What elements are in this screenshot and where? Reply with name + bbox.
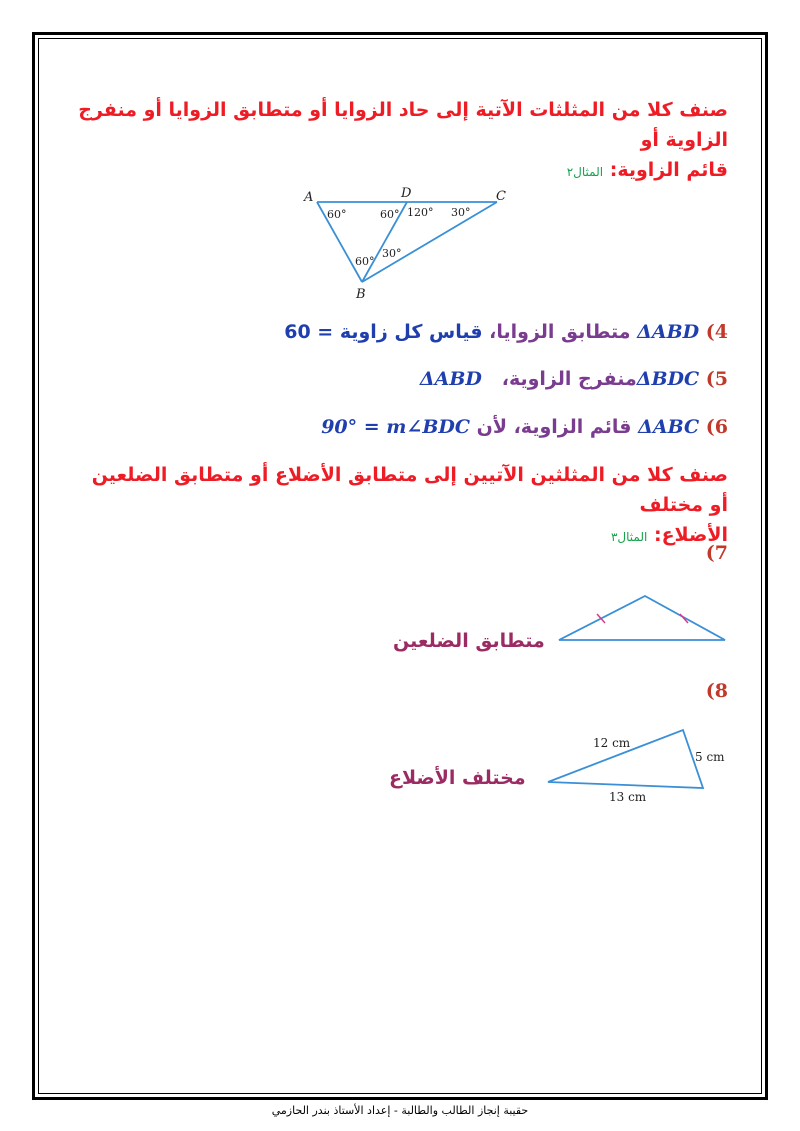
section1-example-ref: المثال٢ [566, 165, 604, 179]
angle-label: 30° [382, 247, 402, 260]
item-8 [706, 680, 728, 702]
vertex-label-c: C [496, 189, 506, 204]
section2-heading [72, 460, 728, 552]
angle-equation: 90° = m∠BDC [321, 416, 470, 438]
vertex-label-d: D [401, 186, 412, 201]
vertex-label-a: A [304, 190, 314, 205]
section1-heading [72, 95, 728, 187]
angle-label: 60° [355, 255, 375, 268]
section2-heading-text: صنف كلا من المثلثين الآتيين إلى متطابق الأضلاع أو متطابق الضلعين أو مختلف [91, 464, 728, 516]
triangle-name: ΔABC [638, 416, 700, 438]
triangle-figure-abc [295, 183, 525, 303]
triangle-name: ΔABD [637, 321, 700, 343]
item-8-answer: مختلف الأضلاع [389, 767, 526, 789]
triangle-name-2: ΔABD [419, 368, 482, 390]
side-label-5cm: 5 cm [695, 750, 725, 764]
angle-measure-text: قياس كل زاوية = 60 [284, 321, 483, 343]
section2-example-ref: المثال٣ [610, 530, 648, 544]
item-7 [706, 542, 728, 564]
section2-heading-line2: الأضلاع: [653, 524, 728, 546]
vertex-label-b: B [356, 287, 366, 302]
item-number: 5) [705, 368, 728, 390]
section1-heading-line2: قائم الزاوية: [609, 159, 728, 181]
item-7-answer: متطابق الضلعين [393, 630, 545, 652]
angle-label: 120° [407, 206, 434, 219]
page-footer: حقيبة إنجاز الطالب والطالبة - إعداد الأستاذ بندر الحازمي [271, 1104, 529, 1117]
item-4 [284, 321, 728, 343]
classification-text: قائم الزاوية، لأن [476, 416, 632, 438]
side-label-12cm: 12 cm [593, 736, 631, 750]
item-6 [321, 416, 728, 438]
triangle-name: ΔBDC [636, 368, 700, 390]
angle-label: 60° [327, 208, 347, 221]
angle-label: 60° [380, 208, 400, 221]
item-number: (8 [705, 680, 728, 702]
item-5 [420, 368, 728, 390]
side-label-13cm: 13 cm [609, 790, 647, 804]
item-number: 6) [705, 416, 728, 438]
item-number: 4) [705, 321, 728, 343]
section1-heading-text: صنف كلا من المثلثات الآتية إلى حاد الزوايا أو متطابق الزوايا أو منفرج الزاوية أو [78, 99, 728, 151]
classification-text: متطابق الزوايا، [489, 321, 631, 343]
item-number: (7 [705, 542, 728, 564]
scalene-triangle-figure [540, 725, 730, 810]
angle-label: 30° [451, 206, 471, 219]
classification-text: منفرج الزاوية، [501, 368, 637, 390]
isosceles-triangle-figure [555, 590, 730, 645]
